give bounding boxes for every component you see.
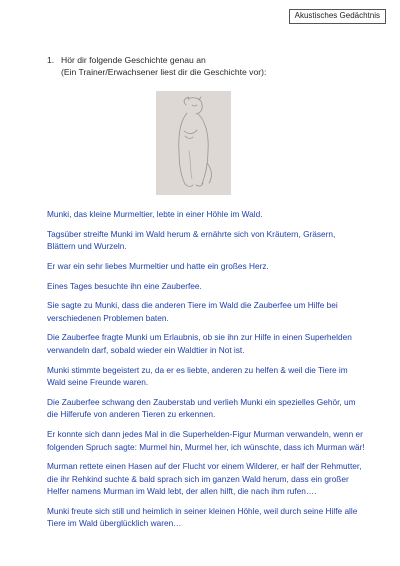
story-paragraph: Murman rettete einen Hasen auf der Flucht vor einem Wilderer, er half der Rehmutter, die ihr Rehkind suchte & bald sprach sich im ganzen Wald herum, dass ein großer Helfer namens Murman im Wald lebt, der allen hilft, die nach ihm rufen…. [47, 461, 362, 497]
story-paragraph: Eines Tages besuchte ihn eine Zauberfee. [47, 280, 202, 291]
story-paragraph: Er konnte sich dann jedes Mal in die Superhelden-Figur Murman verwandeln, wenn er folgenden Spruch sagte: Murmel hin, Murmel her, ich wünschte, dass ich Murman wär! [47, 429, 365, 452]
story-paragraph: Munki stimmte begeistert zu, da er es liebte, anderen zu helfen & weil die Tiere im Wald seine Freunde waren. [47, 364, 348, 388]
task-title-line [47, 54, 367, 66]
story-paragraph: Munki freute sich still und heimlich in seiner kleinen Höhle, weil durch seine Hilfe alle Tiere im Wald überglücklich waren… [47, 505, 358, 529]
task-title: Hör dir folgende Geschichte genau an [61, 55, 206, 65]
story-text [47, 208, 365, 537]
story-paragraph: Munki, das kleine Murmeltier, lebte in einer Höhle im Wald. [47, 209, 263, 219]
story-paragraph: Die Zauberfee schwang den Zauberstab und verlieh Munki ein spezielles Gehör, um die Hilferufe von anderen Tieren zu erkennen. [47, 396, 356, 420]
task-subtitle: (Ein Trainer/Erwachsener liest dir die Geschichte vor): [61, 67, 267, 77]
story-paragraph: Tagsüber streifte Munki im Wald herum & ernährte sich von Kräutern, Gräsern, Blättern und Wurzeln. [47, 228, 336, 252]
marmot-sketch-icon [156, 91, 231, 195]
task-heading [47, 54, 367, 78]
story-paragraph: Die Zauberfee fragte Munki um Erlaubnis, ob sie ihn zur Hilfe in einen Superhelden verwandeln darf, sobald wieder ein Waldtier in Not ist. [47, 332, 352, 355]
story-paragraph: Er war ein sehr liebes Murmeltier und hatte ein großes Herz. [47, 260, 269, 271]
story-paragraph: Sie sagte zu Munki, dass die anderen Tiere im Wald die Zauberfee um Hilfe bei verschiedenen Problemen baten. [47, 300, 338, 323]
task-number: 1. [47, 55, 55, 65]
topic-tag: Akustisches Gedächtnis [289, 9, 386, 24]
